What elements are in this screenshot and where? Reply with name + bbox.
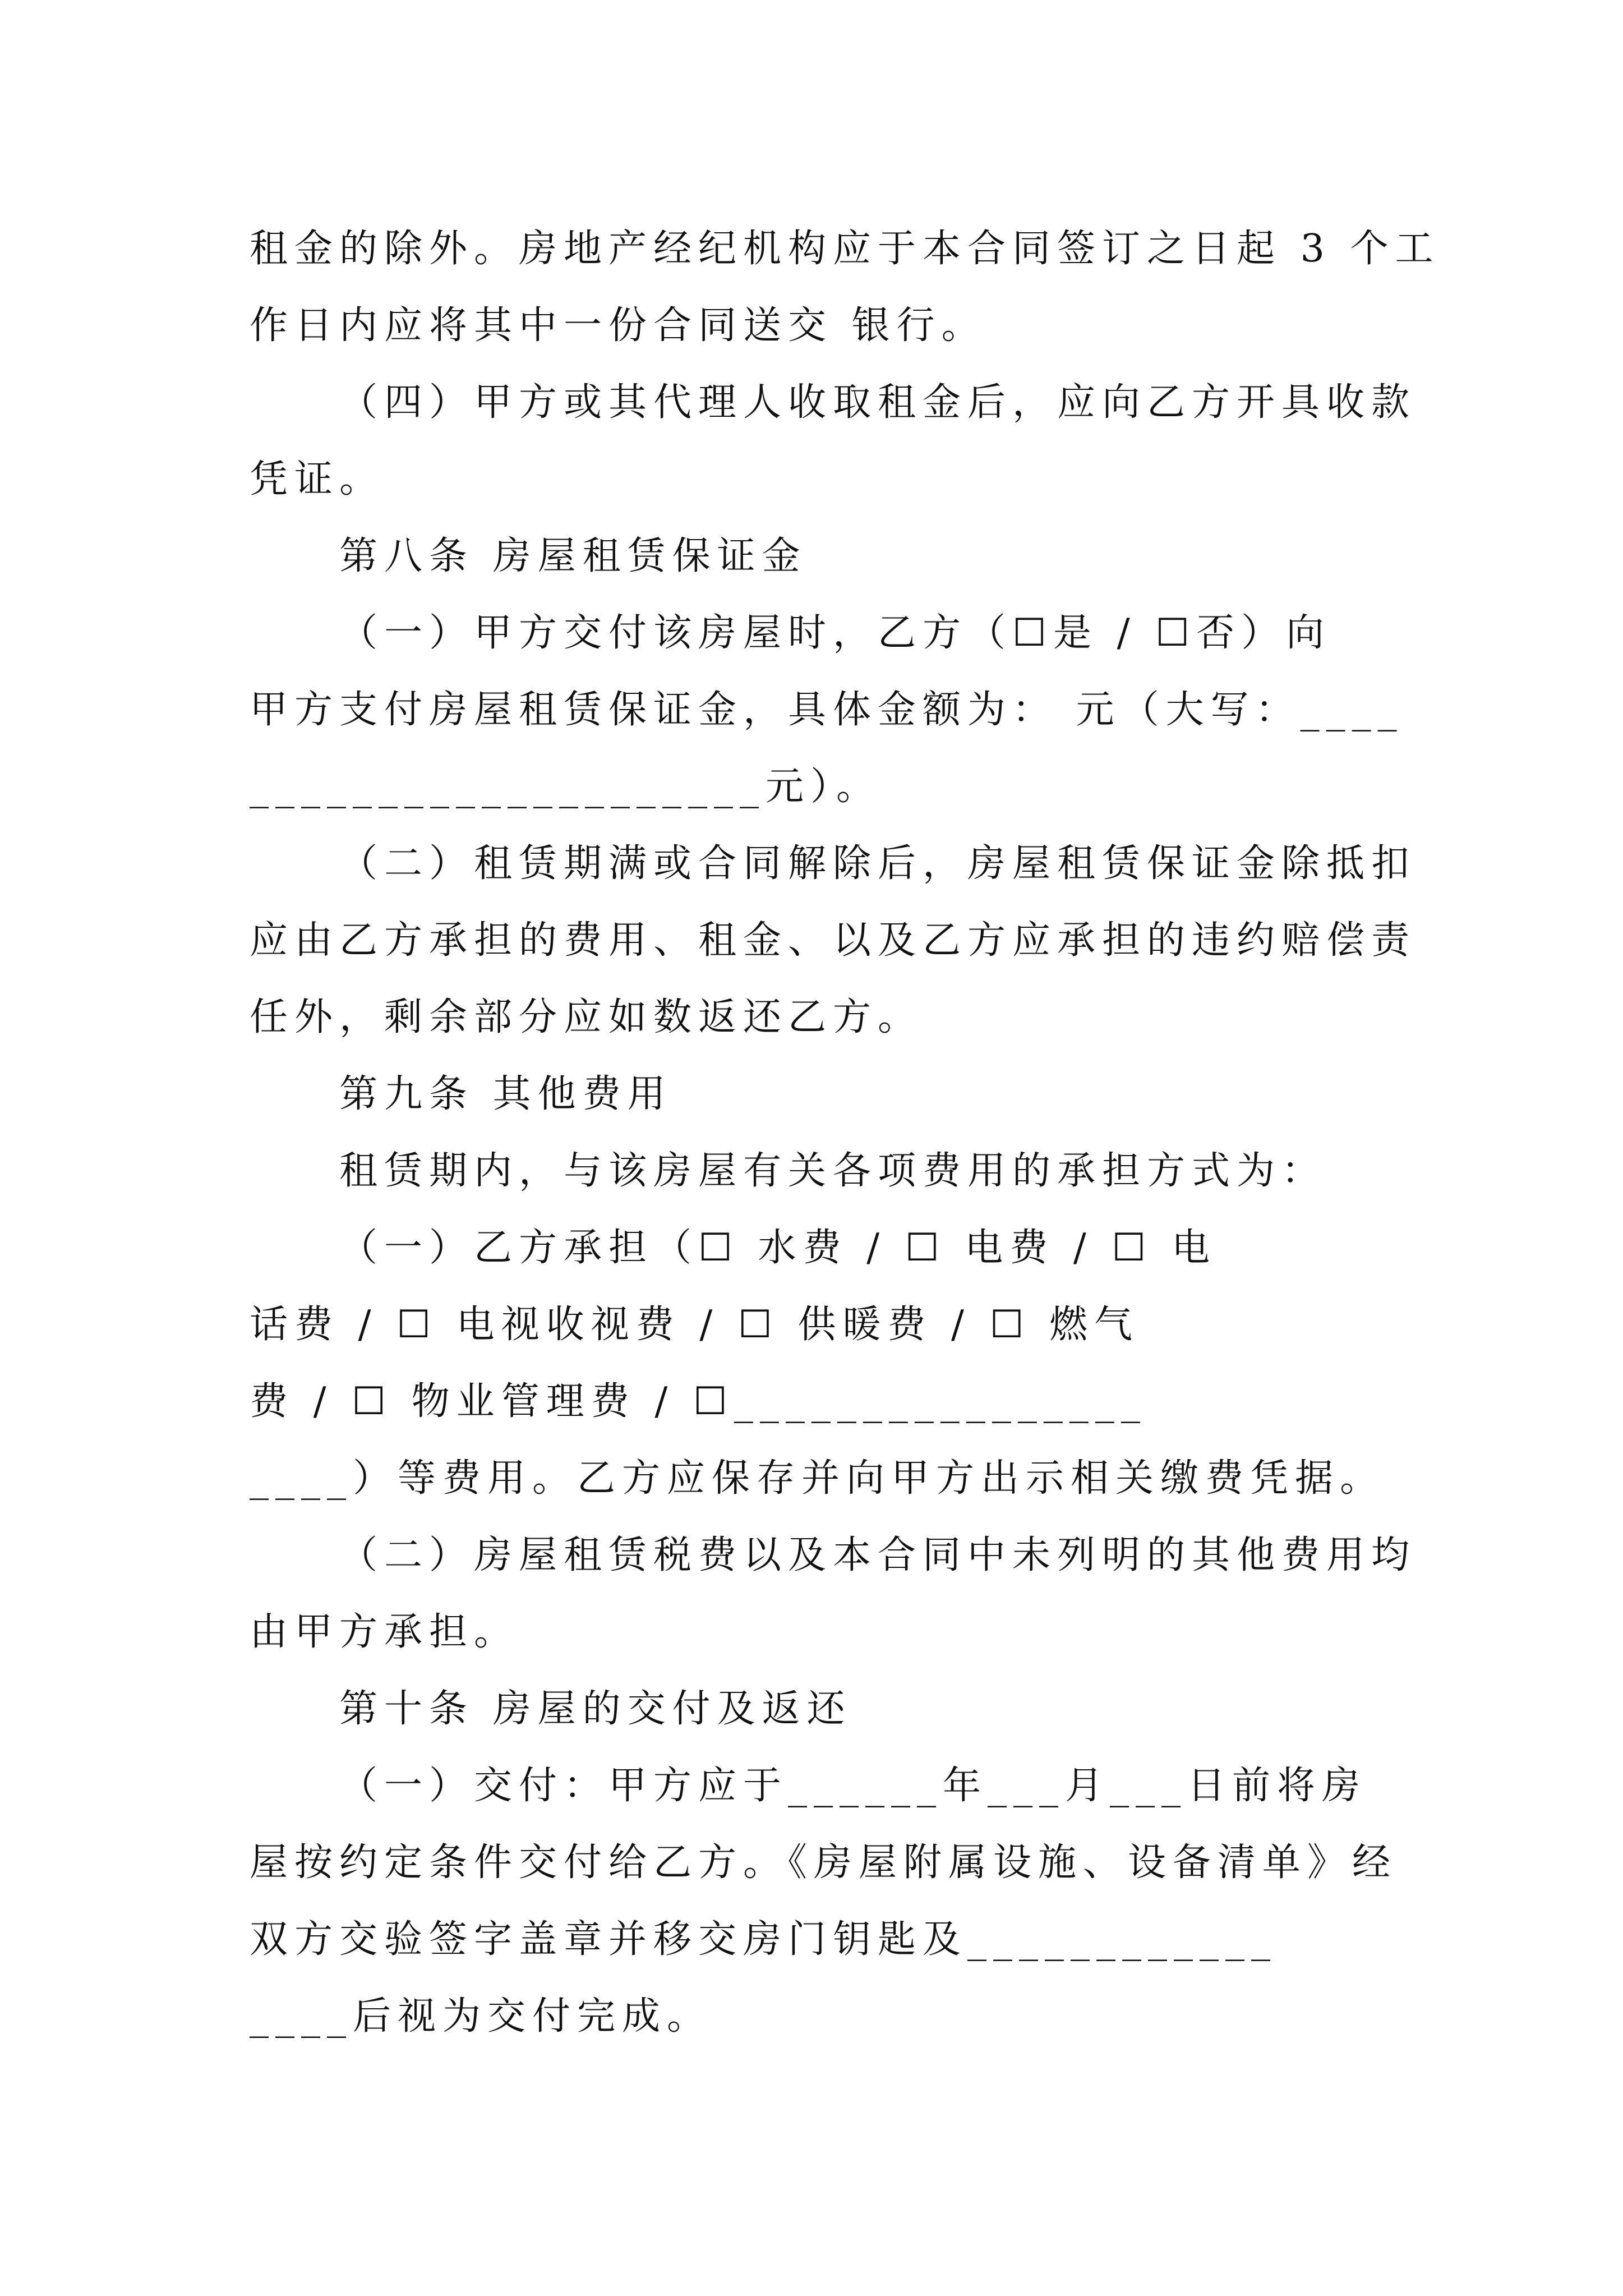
article-heading: 第八条 房屋租赁保证金 — [339, 534, 807, 578]
text-line: 甲方支付房屋租赁保证金，具体金额为： 元（大写：____ — [250, 688, 1404, 732]
text-line: 费 / ☐ 物业管理费 / ☐________________ — [250, 1379, 1147, 1424]
text-line: 凭证。 — [250, 457, 385, 501]
clause-paragraph: （一）交付：甲方应于______年___月___日前将房 — [339, 1764, 1367, 1808]
contract-body — [250, 210, 1440, 2055]
article-heading: 第九条 其他费用 — [339, 1072, 672, 1116]
clause-paragraph: （一）甲方交付该房屋时，乙方（☐是 / ☐否）向 — [339, 611, 1331, 655]
text-line: 作日内应将其中一份合同送交 银行。 — [250, 303, 986, 348]
text-line: 租金的除外。房地产经纪机构应于本合同签订之日起 3 个工 — [250, 227, 1440, 271]
text-line: 由甲方承担。 — [250, 1610, 519, 1654]
text-line: 应由乙方承担的费用、租金、以及乙方应承担的违约赔偿责 — [250, 918, 1417, 963]
clause-paragraph: （四）甲方或其代理人收取租金后，应向乙方开具收款 — [339, 380, 1417, 425]
text-line: ____）等费用。乙方应保存并向甲方出示相关缴费凭据。 — [250, 1456, 1385, 1501]
clause-paragraph: （一）乙方承担（☐ 水费 / ☐ 电费 / ☐ 电 — [339, 1226, 1217, 1270]
clause-paragraph: （二）房屋租赁税费以及本合同中未列明的其他费用均 — [339, 1533, 1417, 1577]
text-line: 任外，剩余部分应如数返还乙方。 — [250, 995, 923, 1039]
text-line: 双方交验签字盖章并移交房门钥匙及____________ — [250, 1917, 1278, 1962]
text-line: ____后视为交付完成。 — [250, 1994, 712, 2039]
article-heading: 第十条 房屋的交付及返还 — [339, 1687, 852, 1731]
clause-paragraph: （二）租赁期满或合同解除后，房屋租赁保证金除抵扣 — [339, 841, 1417, 886]
text-line: 话费 / ☐ 电视收视费 / ☐ 供暖费 / ☐ 燃气 — [250, 1303, 1140, 1347]
clause-paragraph: 租赁期内，与该房屋有关各项费用的承担方式为： — [339, 1149, 1327, 1193]
text-line: 屋按约定条件交付给乙方。《房屋附属设施、设备清单》经 — [250, 1841, 1398, 1885]
text-line: ____________________元）。 — [250, 765, 882, 809]
